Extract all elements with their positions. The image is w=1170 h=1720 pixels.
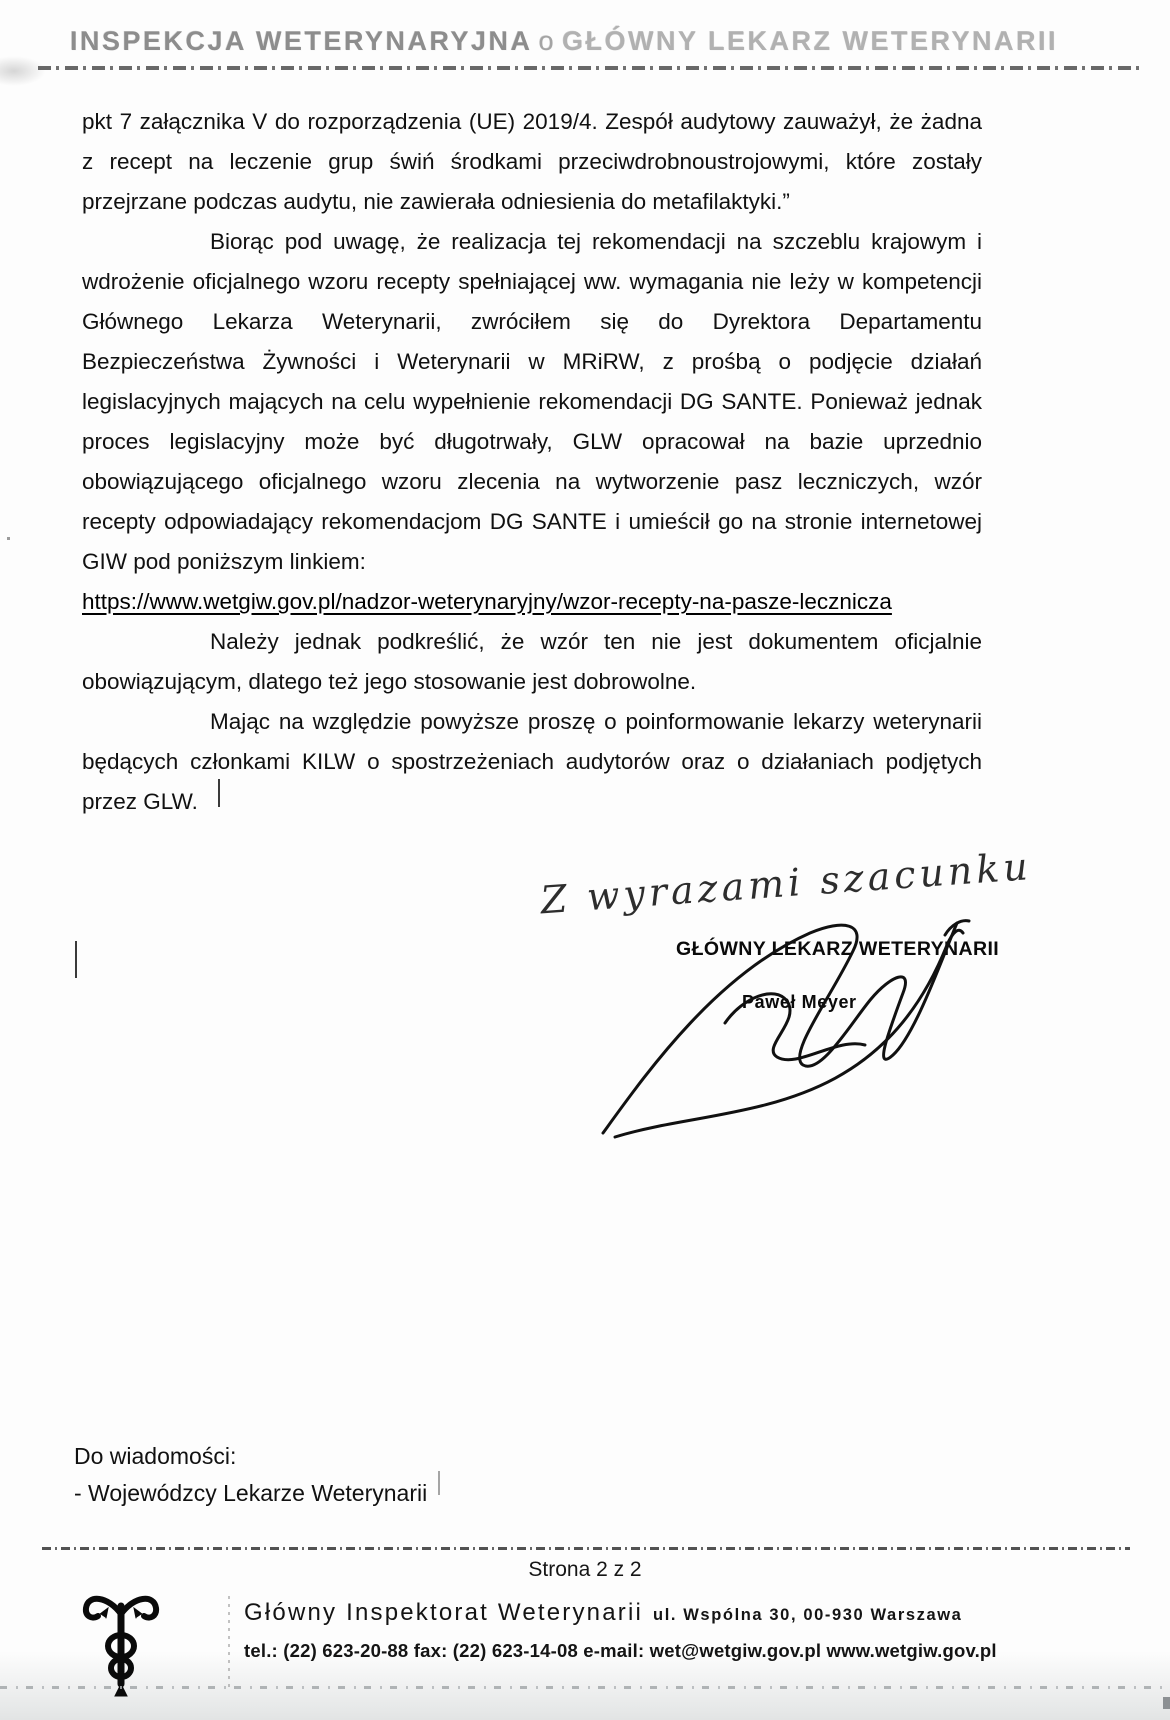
footer-org-line (244, 1599, 962, 1627)
scan-smudge (0, 56, 46, 86)
scan-artifact-line (218, 779, 220, 807)
scan-artifact-line (438, 1471, 440, 1495)
scan-corner-artifact (1163, 1697, 1170, 1709)
footer-contact-line: tel.: (22) 623-20-88 fax: (22) 623-14-08 e-mail: wet@wetgiw.gov.pl www.wetgiw.gov.pl (244, 1640, 997, 1661)
handwritten-closing: Z wyrazami szacunku (539, 844, 1034, 923)
cc-section (74, 1438, 427, 1512)
stamp-person-name: Paweł Meyer (742, 992, 857, 1012)
letterhead (70, 26, 1080, 57)
scan-artifact-line (75, 941, 77, 978)
footer-dashed-rule (42, 1547, 1130, 1550)
cc-recipient: - Wojewódzcy Lekarze Weterynarii (74, 1480, 428, 1506)
letterhead-separator: o (538, 26, 557, 56)
stamp-office-title: GŁÓWNY LEKARZ WETERYNARII (676, 938, 1000, 960)
org-name: Główny Inspektorat Weterynarii (244, 1599, 644, 1626)
paragraph-audit-finding: pkt 7 załącznika V do rozporządzenia (UE) 2019/4. Zespół audytowy zauważył, że żadna z recept na leczenie grup świń środkami przeciwdrobnoustrojowymi, które zostały przejrzane podczas audytu, nie zawierała odniesienia do metafilaktyki.” (82, 109, 982, 214)
page-number: Strona 2 z 2 (528, 1558, 642, 1581)
cc-label: Do wiadomości: (74, 1443, 237, 1469)
paragraph-request-inform: Mając na względzie powyższe proszę o poinformowanie lekarzy weterynarii będących członkami KILW o spostrzeżeniach audytorów oraz o działaniach podjętych przez GLW. (82, 709, 982, 814)
paragraph-recommendation: Biorąc pod uwagę, że realizacja tej rekomendacji na szczeblu krajowym i wdrożenie oficjalnego wzoru recepty spełniającej ww. wymagania nie leży w kompetencji Głównego Lekarza Weterynarii, zwróciłem się do Dyrektora Departamentu Bezpieczeństwa Żywności i Weterynarii w MRiRW, z prośbą o podjęcie działań legislacyjnych mających na celu wypełnienie rekomendacji DG SANTE. Ponieważ jednak proces legislacyjny może być długotrwały, GLW opracował na bazie uprzednio obowiązującego oficjalnego wzoru zlecenia na wytworzenie pasz leczniczych, wzór recepty odpowiadający rekomendacjom DG SANTE i umieścił go na stronie internetowej GIW pod poniższym linkiem: (82, 229, 982, 574)
footer-dotted-separator (228, 1596, 230, 1692)
header-dashed-rule (38, 66, 1140, 70)
scan-artifact-dot (7, 537, 10, 540)
bottom-dotted-rule (0, 1686, 1170, 1689)
letterhead-office-title: GŁÓWNY LEKARZ WETERYNARII (562, 26, 1059, 56)
letter-body (82, 102, 982, 822)
signature-icon (575, 905, 1000, 1145)
org-address: ul. Wspólna 30, 00-930 Warszawa (653, 1606, 963, 1624)
veterinary-caduceus-logo-icon (78, 1588, 164, 1700)
letterhead-inspection-title: INSPEKCJA WETERYNARYJNA (70, 26, 533, 56)
paragraph-voluntary-use: Należy jednak podkreślić, że wzór ten nie jest dokumentem oficjalnie obowiązującym, dlatego też jego stosowanie jest dobrowolne. (82, 629, 982, 694)
wetgiw-url-link[interactable]: https://www.wetgiw.gov.pl/nadzor-weterynaryjny/wzor-recepty-na-pasze-lecznicza (82, 589, 892, 614)
